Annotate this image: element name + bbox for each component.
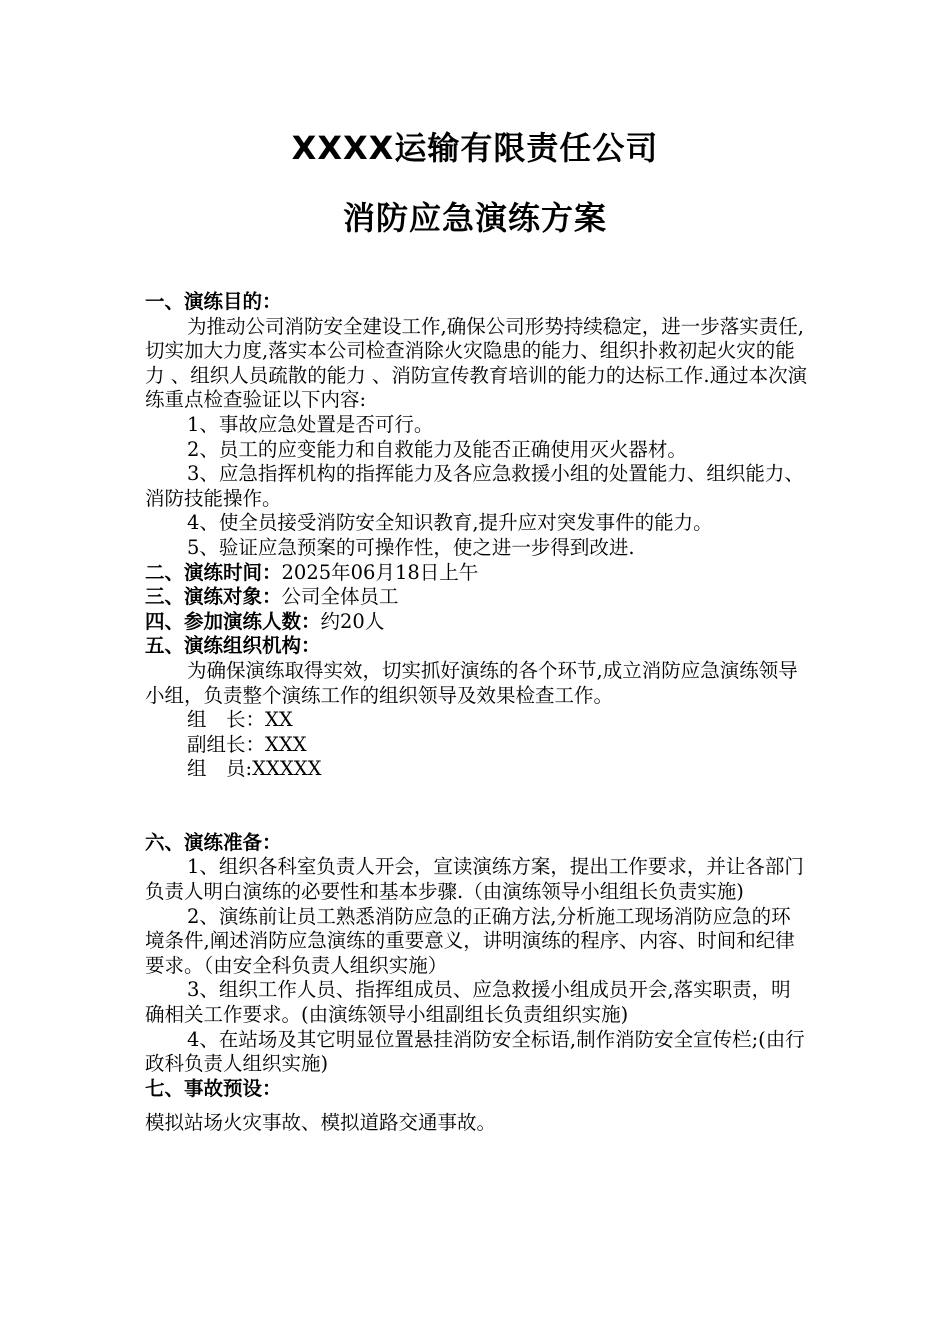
section-1-item: 1、事故应急处置是否可行。 bbox=[187, 412, 434, 436]
drill-target: 公司全体员工 bbox=[281, 585, 399, 609]
plan-title: 消防应急演练方案 bbox=[342, 199, 607, 237]
company-title: XXXX运输有限责任公司 bbox=[291, 129, 659, 167]
deputy-leader: 副组长：XXX bbox=[187, 732, 307, 756]
section-1-intro: 为推动公司消防安全建设工作,确保公司形势持续稳定，进一步落实责任,切实加大力度,落实本公司检查消除火灾隐患的能力、组织扑救初起火灾的能力 、组织人员疏散的能力 、消防宣传教育培训的能力的达标工作.通过本次演练重点检查验证以下内容: bbox=[145, 314, 808, 412]
section-1-item: 3、应急指挥机构的指挥能力及各应急救援小组的处置能力、组织能力、消防技能操作。 bbox=[145, 462, 804, 510]
section-6-item: 4、在站场及其它明显位置悬挂消防安全标语,制作消防安全宣传栏;(由行政科负责人组织实施) bbox=[145, 1027, 805, 1076]
section-1-heading: 一、演练目的： bbox=[145, 290, 282, 313]
section-7-text: 模拟站场火灾事故、模拟道路交通事故。 bbox=[145, 1111, 497, 1135]
section-3-heading: 三、演练对象： bbox=[145, 585, 282, 609]
drill-time: 2025年06月18日上午 bbox=[281, 560, 479, 584]
section-2 bbox=[145, 561, 810, 586]
section-7-heading: 七、事故预设： bbox=[145, 1076, 282, 1100]
section-1-item: 4、使全员接受消防安全知识教育,提升应对突发事件的能力。 bbox=[187, 511, 713, 535]
group-leader: 组 长：XX bbox=[187, 708, 293, 732]
section-3 bbox=[145, 585, 810, 610]
section-5-heading: 五、演练组织机构： bbox=[145, 634, 321, 658]
section-6-heading: 六、演练准备： bbox=[145, 830, 282, 854]
section-6-item: 3、组织工作人员、指挥组成员、应急救援小组成员开会,落实职责，明确相关工作要求。(由演练领导小组副组长负责组织实施) bbox=[145, 978, 791, 1027]
section-6-item: 2、演练前让员工熟悉消防应急的正确方法,分析施工现场消防应急的环境条件,阐述消防应急演练的重要意义，讲明演练的程序、内容、时间和纪律要求。（由安全科负责人组织实施） bbox=[145, 904, 795, 977]
blank-space bbox=[145, 782, 810, 831]
participant-count: 约20人 bbox=[320, 609, 385, 633]
section-5-intro: 为确保演练取得实效，切实抓好演练的各个环节,成立消防应急演练领导小组，负责整个演练工作的组织领导及效果检查工作。 bbox=[145, 658, 798, 707]
blank-space bbox=[145, 1101, 810, 1111]
section-2-heading: 二、演练时间： bbox=[145, 560, 282, 584]
section-4 bbox=[145, 610, 810, 635]
group-members: 组 员:XXXXX bbox=[187, 757, 322, 781]
section-1-item: 2、员工的应变能力和自救能力及能否正确使用灭火器材。 bbox=[187, 437, 687, 461]
document-body bbox=[145, 290, 810, 1136]
section-1-item: 5、验证应急预案的可操作性，使之进一步得到改进. bbox=[187, 535, 635, 559]
section-4-heading: 四、参加演练人数： bbox=[145, 609, 321, 633]
section-6-item: 1、组织各科室负责人开会，宣读演练方案，提出工作要求，并让各部门负责人明白演练的必要性和基本步骤.（由演练领导小组组长负责实施) bbox=[145, 855, 804, 904]
